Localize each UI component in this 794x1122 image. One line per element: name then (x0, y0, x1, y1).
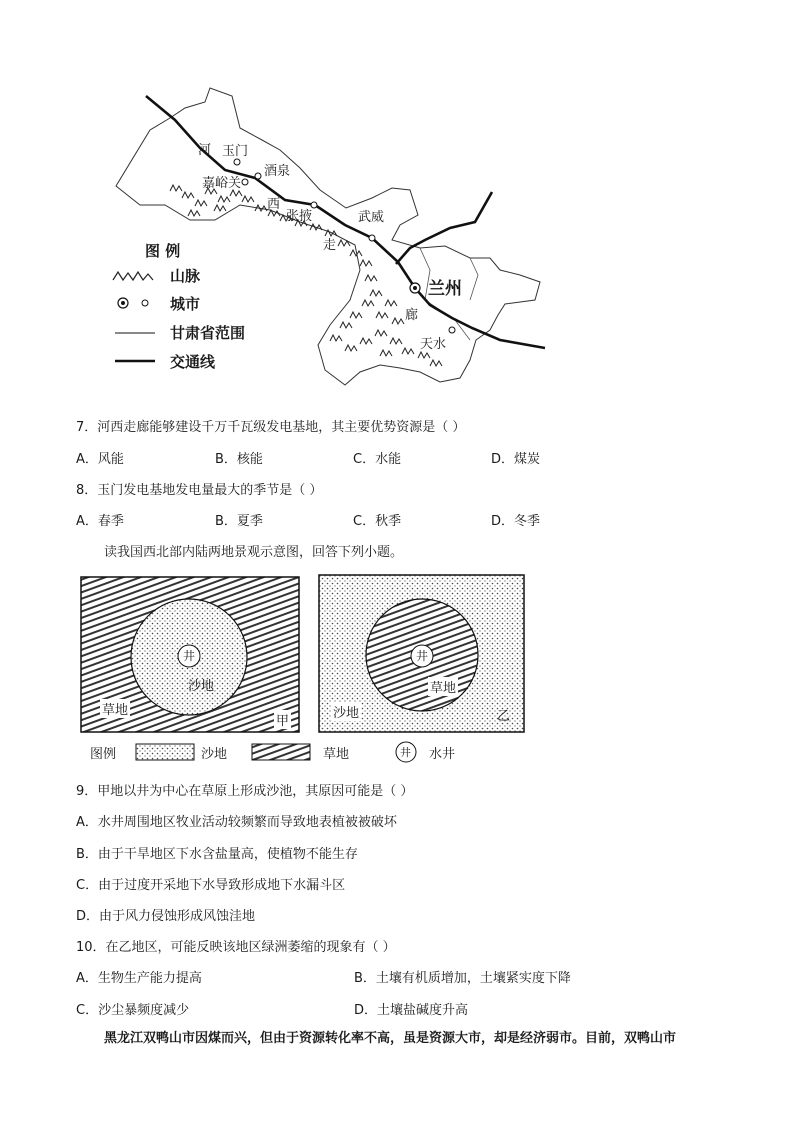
q9-option-c[interactable]: C．由于过度开采地下水导致形成地下水漏斗区 (76, 878, 346, 893)
landscape-diagram (76, 572, 536, 772)
question-9-stem: 9．甲地以井为中心在草原上形成沙池，其原因可能是（ ） (76, 784, 414, 799)
map-legend-title: 图 例 (145, 242, 181, 260)
question-8-stem: 8．玉门发电基地发电量最大的季节是（ ） (76, 483, 323, 498)
legend-sand-swatch (136, 744, 194, 760)
city-label-jiuquan: 酒泉 (264, 164, 291, 179)
q9-option-a[interactable]: A．水井周围地区牧业活动较频繁而导致地表植被被破坏 (76, 815, 397, 830)
q8-option-d[interactable]: D．冬季 (491, 514, 541, 529)
yi-outer-label: 沙地 (331, 702, 361, 721)
landscape-legend-sand: 沙地 (201, 747, 228, 762)
q7-option-d[interactable]: D．煤炭 (491, 452, 541, 467)
landscape-legend-grass: 草地 (323, 747, 350, 762)
corridor-char-3: 走 (323, 238, 337, 253)
transport-line (146, 96, 545, 348)
q9-option-b[interactable]: B．由于干旱地区下水含盐量高，使植物不能生存 (76, 847, 358, 862)
city-label-zhangye: 张掖 (286, 209, 313, 224)
passage-start: 黑龙江双鸭山市因煤而兴，但由于资源转化率不高，虽是资源大市，却是经济弱市。目前，双鸭山市 (104, 1031, 677, 1046)
section-intro: 读我国西北部内陆两地景观示意图，回答下列小题。 (104, 545, 404, 560)
q10-option-a[interactable]: A．生物生产能力提高 (76, 971, 202, 986)
map-legend-transport: 交通线 (170, 353, 216, 371)
landscape-legend-well-symbol: 井 (400, 746, 411, 759)
yi-well-label: 井 (416, 649, 429, 663)
q8-option-c[interactable]: C．秋季 (353, 514, 402, 529)
city-label-lanzhou: 兰州 (428, 279, 462, 299)
jia-tag: 甲 (274, 710, 291, 729)
corridor-char-1: 河 (198, 143, 212, 158)
corridor-char-2: 西 (267, 197, 281, 212)
yi-tag: 乙 (497, 709, 511, 724)
jia-outer-label: 草地 (100, 699, 130, 718)
q7-option-b[interactable]: B．核能 (215, 452, 263, 467)
q8-option-a[interactable]: A．春季 (76, 514, 124, 529)
jia-well-label: 井 (183, 649, 196, 663)
q8-option-b[interactable]: B．夏季 (215, 514, 263, 529)
yi-center-label: 草地 (428, 677, 458, 696)
map-legend-city: 城市 (170, 295, 201, 313)
q7-option-c[interactable]: C．水能 (353, 452, 402, 467)
city-label-jiayuguan: 嘉峪关 (202, 176, 242, 191)
q7-option-a[interactable]: A．风能 (76, 452, 124, 467)
city-label-yumen: 玉门 (222, 144, 249, 159)
landscape-legend-title: 图例 (90, 747, 117, 762)
jia-center-label: 沙地 (188, 679, 215, 694)
city-label-wuwei: 武威 (358, 210, 385, 225)
landscape-legend-well: 水井 (429, 747, 456, 762)
question-7-stem: 7．河西走廊能够建设千万千瓦级发电基地，其主要优势资源是（ ） (76, 420, 466, 435)
map-legend-province: 甘肃省范围 (170, 324, 246, 342)
corridor-char-4: 廊 (405, 308, 419, 323)
legend-grass-swatch (252, 744, 310, 760)
q10-option-c[interactable]: C．沙尘暴频度减少 (76, 1003, 190, 1018)
question-10-stem: 10．在乙地区，可能反映该地区绿洲萎缩的现象有（ ） (76, 940, 396, 955)
map-legend-mountain: 山脉 (170, 267, 201, 285)
q10-option-b[interactable]: B．土壤有机质增加，土壤紧实度下降 (354, 971, 571, 986)
q10-option-d[interactable]: D．土壤盐碱度升高 (354, 1003, 469, 1018)
q9-option-d[interactable]: D．由于风力侵蚀形成风蚀洼地 (76, 909, 256, 924)
city-label-tianshui: 天水 (420, 337, 447, 352)
